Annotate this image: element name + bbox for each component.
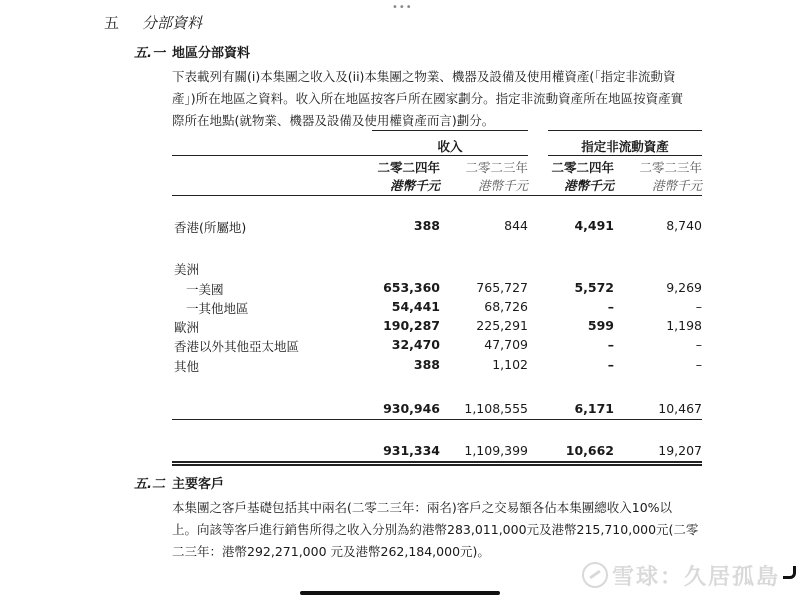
cell-revenue-2024: 54,441 [391,299,440,314]
subtotal-assets-2023: 10,467 [658,401,702,416]
cell-assets-2024: – [607,299,614,314]
cell-assets-2024: – [607,337,614,352]
unit-assets-2024: 港幣千元 [563,178,614,193]
cell-assets-2023: – [695,337,702,352]
cell-revenue-2023: 844 [504,218,528,233]
resize-corner-icon [783,566,796,579]
paragraph-line: 下表載列有關(i)本集團之收入及(ii)本集團之物業、機器及設備及使用權資產(「指定非流動資 [172,69,676,84]
cell-assets-2023: 9,269 [666,280,702,295]
total-revenue-2024: 931,334 [383,443,440,458]
cell-assets-2024: 4,491 [574,218,614,233]
cell-assets-2023: 8,740 [666,218,702,233]
total-bottom-double-rule [172,464,702,466]
major-customers-description [172,497,712,563]
subsection-title: 主要客戶 [172,477,225,492]
column-group-revenue: 收入 [437,139,463,154]
paragraph-line: 際所在地點(就物業、機器及設備及使用權資產而言)劃分。 [172,113,495,128]
cell-revenue-2024: 32,470 [391,337,440,352]
group-rule-left [172,155,528,156]
cell-revenue-2024: 388 [413,357,440,372]
cell-assets-2023: – [695,357,702,372]
home-indicator[interactable] [300,591,500,595]
subtotal-top-rule [172,419,702,420]
subtotal-assets-2024: 6,171 [574,401,614,416]
unit-revenue-2024: 港幣千元 [389,178,440,193]
column-header-revenue-2024: 二零二四年 [377,160,440,175]
subsection-number: 五.二 [134,477,165,492]
total-bottom-rule [172,461,702,463]
section-heading [104,12,404,32]
cell-revenue-2023: 47,709 [484,337,528,352]
subtotal-revenue-2023: 1,108,555 [464,401,528,416]
cell-assets-2023: 1,198 [666,318,702,333]
cell-revenue-2024: 653,360 [383,280,440,295]
total-assets-2024: 10,662 [565,443,614,458]
paragraph-line: 產」)所在地區之資料。收入所在地區按客戶所在國家劃分。指定非流動資產所在地區按資產實 [172,91,684,106]
column-header-assets-2024: 二零二四年 [551,160,614,175]
unit-revenue-2023: 港幣千元 [477,178,528,193]
row-label: 香港(所屬地) [174,220,247,235]
snowball-logo-icon [582,562,608,588]
cell-revenue-2023: 225,291 [476,318,528,333]
row-label: 美洲 [174,262,200,277]
total-assets-2023: 19,207 [658,443,702,458]
header-rule-revenue [372,130,528,131]
cell-assets-2023: – [695,299,702,314]
section-number: 五 [104,14,120,32]
subtotal-revenue-2024: 930,946 [383,401,440,416]
subsection-heading-customers [134,473,434,491]
unit-assets-2023: 港幣千元 [651,178,702,193]
paragraph-line: 本集團之客戶基礎包括其中兩名(二零二三年：兩名)客戶之交易額各佔本集團總收入10%以 [172,500,673,515]
subsection-heading-geographic [134,42,434,60]
cell-assets-2024: 599 [587,318,614,333]
group-rule-right [548,155,702,156]
row-label: 香港以外其他亞太地區 [174,339,300,354]
more-options-icon[interactable]: ••• [392,2,413,13]
paragraph-line: 二三年：港幣292,271,000 元及港幣262,184,000元)。 [172,544,490,559]
section-title: 分部資料 [142,14,203,32]
header-bottom-rule [172,195,702,196]
total-revenue-2023: 1,109,399 [464,443,528,458]
row-label: 一美國 [186,282,224,297]
cell-revenue-2023: 765,727 [476,280,528,295]
cell-revenue-2023: 68,726 [484,299,528,314]
cell-assets-2024: – [607,357,614,372]
paragraph-line: 上。向該等客戶進行銷售所得之收入分別為約港幣283,011,000元及港幣215,710,000元(二零 [172,522,699,537]
subsection-title: 地區分部資料 [172,46,251,61]
cell-revenue-2024: 190,287 [383,318,440,333]
column-header-assets-2023: 二零二三年 [639,160,702,175]
cell-revenue-2023: 1,102 [492,357,528,372]
watermark [582,560,780,591]
geographic-description [172,66,712,132]
header-rule-assets [548,130,702,131]
watermark-text: 雪球：久居孤島 [612,565,781,590]
cell-revenue-2024: 388 [413,218,440,233]
cell-assets-2024: 5,572 [574,280,614,295]
column-group-assets: 指定非流動資產 [581,139,669,154]
column-header-revenue-2023: 二零二三年 [465,160,528,175]
row-label: 其他 [174,359,200,374]
row-label: 一其他地區 [186,301,249,316]
row-label: 歐洲 [174,320,200,335]
subsection-number: 五.一 [134,46,165,61]
